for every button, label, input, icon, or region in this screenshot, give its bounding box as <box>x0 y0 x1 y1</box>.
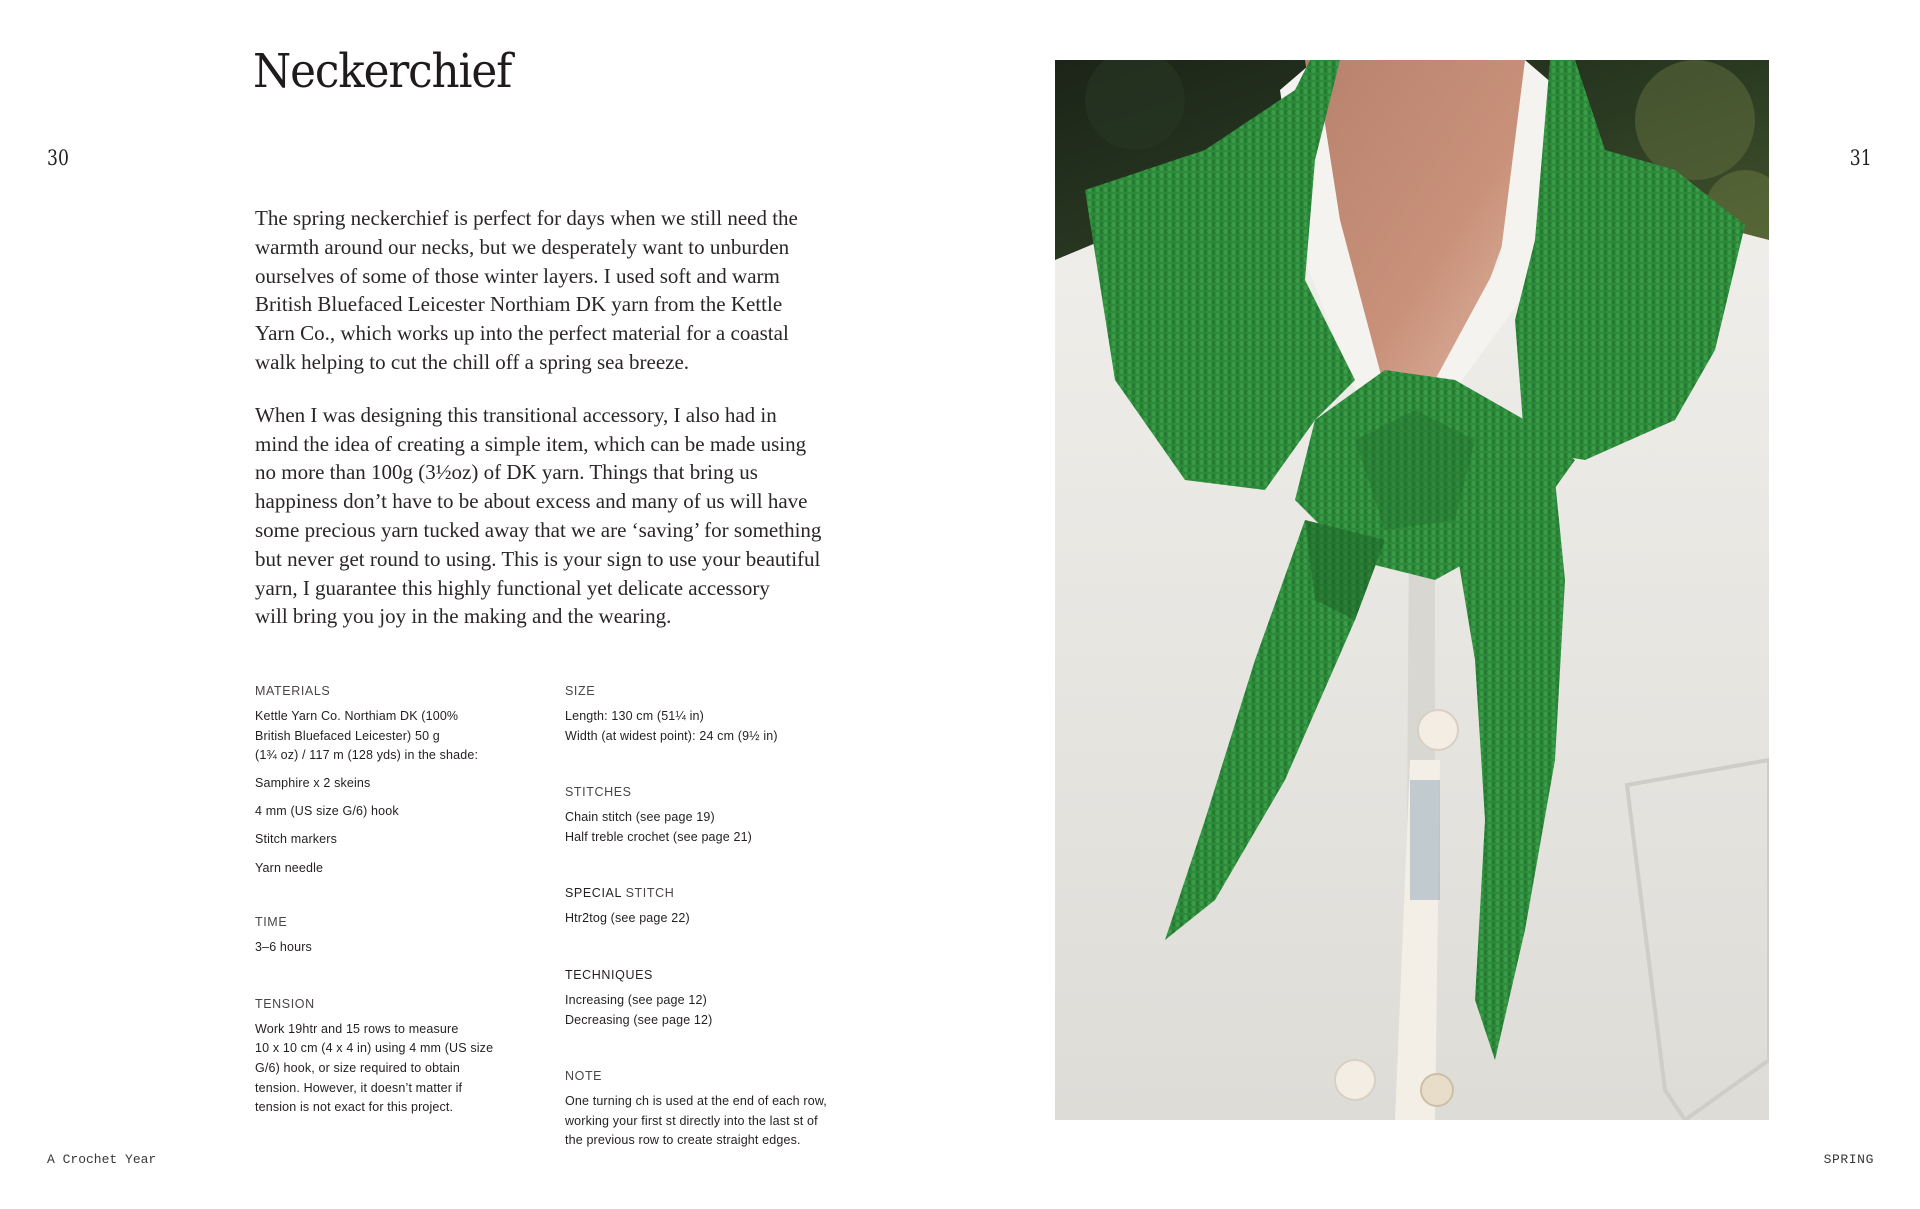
text-line: no more than 100g (3½oz) of DK yarn. Things that bring us <box>255 460 758 485</box>
yarn-description <box>255 707 545 766</box>
specs-column-left <box>255 683 545 1148</box>
note-label: NOTE <box>565 1069 603 1084</box>
text-line: British Bluefaced Leicester) 50 g <box>255 728 440 743</box>
intro-paragraph-2 <box>255 401 875 631</box>
text-line: 10 x 10 cm (4 x 4 in) using 4 mm (US size <box>255 1041 494 1056</box>
intro-text <box>255 204 875 655</box>
special-stitch-label <box>565 885 875 901</box>
neckerchief-photo <box>1055 60 1769 1120</box>
footer-section-name: SPRING <box>1823 1152 1874 1167</box>
time-section <box>255 914 545 958</box>
text-line: yarn, I guarantee this highly functional yet delicate accessory <box>255 575 770 600</box>
page-number-left: 30 <box>47 146 69 170</box>
text-line: One turning ch is used at the end of each row, <box>565 1094 827 1109</box>
techniques-label: TECHNIQUES <box>565 967 653 982</box>
text-line: The spring neckerchief is perfect for days when we still need the <box>255 206 798 230</box>
page-number-right: 31 <box>1850 146 1872 170</box>
specs-column-right <box>565 683 875 1181</box>
material-item: Yarn needle <box>255 860 324 875</box>
material-item: Stitch markers <box>255 832 337 847</box>
text-line: Half treble crochet (see page 21) <box>565 829 752 844</box>
text-line: mind the idea of creating a simple item, which can be made using <box>255 431 807 456</box>
text-line: Yarn Co., which works up into the perfect material for a coastal <box>255 321 789 346</box>
text-line: G/6) hook, or size required to obtain <box>255 1060 460 1075</box>
text-line: British Bluefaced Leicester Northiam DK yarn from the Kettle <box>255 292 783 317</box>
materials-label: MATERIALS <box>255 684 331 698</box>
size-section <box>565 683 875 746</box>
text-line: Length: 130 cm (51¼ in) <box>565 709 704 723</box>
text-line: ourselves of some of those winter layers. I used soft and warm <box>255 263 780 288</box>
text-line: When I was designing this transitional accessory, I also had in <box>255 402 777 427</box>
stitches-section <box>565 784 875 847</box>
text-line: tension. However, it doesn’t matter if <box>255 1080 463 1095</box>
text-line: but never get round to using. This is your sign to use your beautiful <box>255 546 821 571</box>
special-label-rest: STITCH <box>621 886 675 901</box>
size-label: SIZE <box>565 684 596 698</box>
text-line: Width (at widest point): 24 cm (9½ in) <box>565 728 778 743</box>
text-line: will bring you joy in the making and the wearing. <box>255 604 672 629</box>
text-line: Decreasing (see page 12) <box>565 1012 713 1027</box>
material-item: 4 mm (US size G/6) hook <box>255 804 399 819</box>
text-line: walk helping to cut the chill off a spring sea breeze. <box>255 349 690 374</box>
special-label-strong: SPECIAL <box>565 886 622 901</box>
tension-section <box>255 996 545 1118</box>
text-line: (1¾ oz) / 117 m (128 yds) in the shade: <box>255 748 479 763</box>
text-line: Chain stitch (see page 19) <box>565 810 715 825</box>
text-line: Kettle Yarn Co. Northiam DK (100% <box>255 709 459 723</box>
text-line: happiness don’t have to be about excess and many of us will have <box>255 489 808 514</box>
techniques-section <box>565 967 875 1030</box>
tension-label: TENSION <box>255 996 315 1011</box>
text-line: working your first st directly into the last st of <box>565 1113 818 1128</box>
material-item: Samphire x 2 skeins <box>255 776 371 791</box>
note-section <box>565 1068 875 1151</box>
text-line: some precious yarn tucked away that we are ‘saving’ for something <box>255 517 822 542</box>
text-line: Htr2tog (see page 22) <box>565 911 690 926</box>
time-value: 3–6 hours <box>255 940 312 955</box>
text-line: Work 19htr and 15 rows to measure <box>255 1021 459 1036</box>
intro-paragraph-1 <box>255 204 875 377</box>
footer-book-title: A Crochet Year <box>47 1152 157 1167</box>
text-line: warmth around our necks, but we desperately want to unburden <box>255 234 790 259</box>
photo-illustration <box>1055 60 1769 1120</box>
page-title: Neckerchief <box>253 44 512 99</box>
text-line: Increasing (see page 12) <box>565 992 707 1007</box>
text-line: tension is not exact for this project. <box>255 1100 454 1115</box>
text-line: the previous row to create straight edges. <box>565 1133 801 1148</box>
special-stitch-section <box>565 885 875 929</box>
materials-section <box>255 683 545 878</box>
stitches-label: STITCHES <box>565 785 632 800</box>
time-label: TIME <box>255 915 288 930</box>
